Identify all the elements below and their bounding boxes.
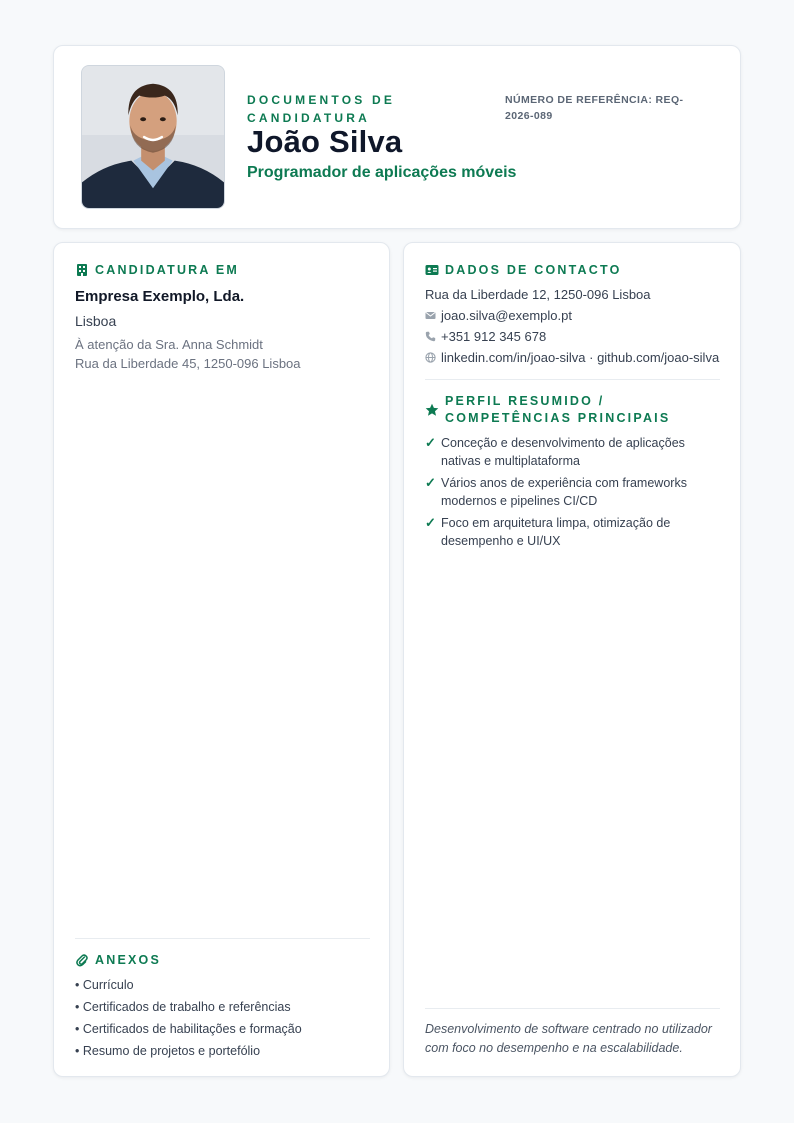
recipient-attention: À atenção da Sra. Anna Schmidt	[75, 337, 263, 352]
company-address: Rua da Liberdade 45, 1250-096 Lisboa	[75, 356, 301, 371]
attachments-section-title	[75, 952, 161, 969]
envelope-icon	[425, 310, 436, 321]
contact-section-label: DADOS DE CONTACTO	[445, 263, 622, 277]
contact-links-row	[425, 350, 719, 365]
application-card	[53, 242, 390, 1077]
contact-address: Rua da Liberdade 12, 1250-096 Lisboa	[425, 287, 651, 302]
list-item: • Resumo de projetos e portefólio	[75, 1044, 261, 1058]
check-icon: ✓	[425, 435, 436, 450]
star-icon	[425, 403, 439, 417]
contact-card	[403, 242, 741, 1077]
paperclip-icon	[75, 953, 89, 967]
list-item	[425, 514, 721, 550]
contact-email[interactable]: joao.silva@exemplo.pt	[441, 308, 572, 323]
skills-list	[425, 434, 721, 554]
phone-icon	[425, 331, 436, 342]
id-card-icon	[425, 263, 439, 277]
skill-text: Foco em arquitetura limpa, otimização de desempenho e UI/UX	[441, 516, 671, 548]
tagline: Desenvolvimento de software centrado no utilizador com foco no desempenho e na escalabilidade.	[425, 1022, 712, 1055]
section-divider	[425, 1008, 720, 1009]
profile-photo	[81, 65, 225, 209]
skill-text: Vários anos de experiência com frameworks modernos e pipelines CI/CD	[441, 476, 687, 508]
applicant-name: João Silva	[247, 124, 403, 159]
contact-phone-row	[425, 329, 546, 344]
section-divider	[425, 379, 720, 380]
reference-number: NÚMERO DE REFERÊNCIA: REQ-2026-089	[505, 94, 684, 122]
attachments-list	[75, 977, 302, 1065]
list-item: • Currículo	[75, 978, 134, 992]
job-title: Programador de aplicações móveis	[247, 164, 517, 181]
contact-links[interactable]: linkedin.com/in/joao-silva · github.com/joao-silva	[441, 350, 720, 365]
check-icon: ✓	[425, 475, 436, 490]
application-section-label: CANDIDATURA EM	[95, 263, 239, 277]
application-section-title	[75, 262, 239, 279]
document-type-label: DOCUMENTOS DE CANDIDATURA	[247, 93, 396, 125]
section-divider	[75, 938, 370, 939]
list-item	[425, 474, 721, 510]
skill-text: Conceção e desenvolvimento de aplicações nativas e multiplataforma	[441, 436, 685, 468]
attachments-section-label: ANEXOS	[95, 953, 161, 967]
list-item: • Certificados de trabalho e referências	[75, 1000, 291, 1014]
company-city: Lisboa	[75, 313, 117, 329]
list-item: • Certificados de habilitações e formação	[75, 1022, 302, 1036]
building-icon	[75, 263, 89, 277]
profile-section-title	[425, 393, 705, 427]
company-name: Empresa Exemplo, Lda.	[75, 288, 245, 305]
check-icon: ✓	[425, 515, 436, 530]
list-item	[425, 434, 721, 470]
contact-email-row	[425, 308, 572, 323]
contact-phone[interactable]: +351 912 345 678	[441, 329, 547, 344]
profile-section-label: PERFIL RESUMIDO / COMPETÊNCIAS PRINCIPAIS	[445, 394, 671, 425]
contact-section-title	[425, 262, 622, 279]
header-card	[53, 45, 741, 229]
globe-icon	[425, 352, 436, 363]
